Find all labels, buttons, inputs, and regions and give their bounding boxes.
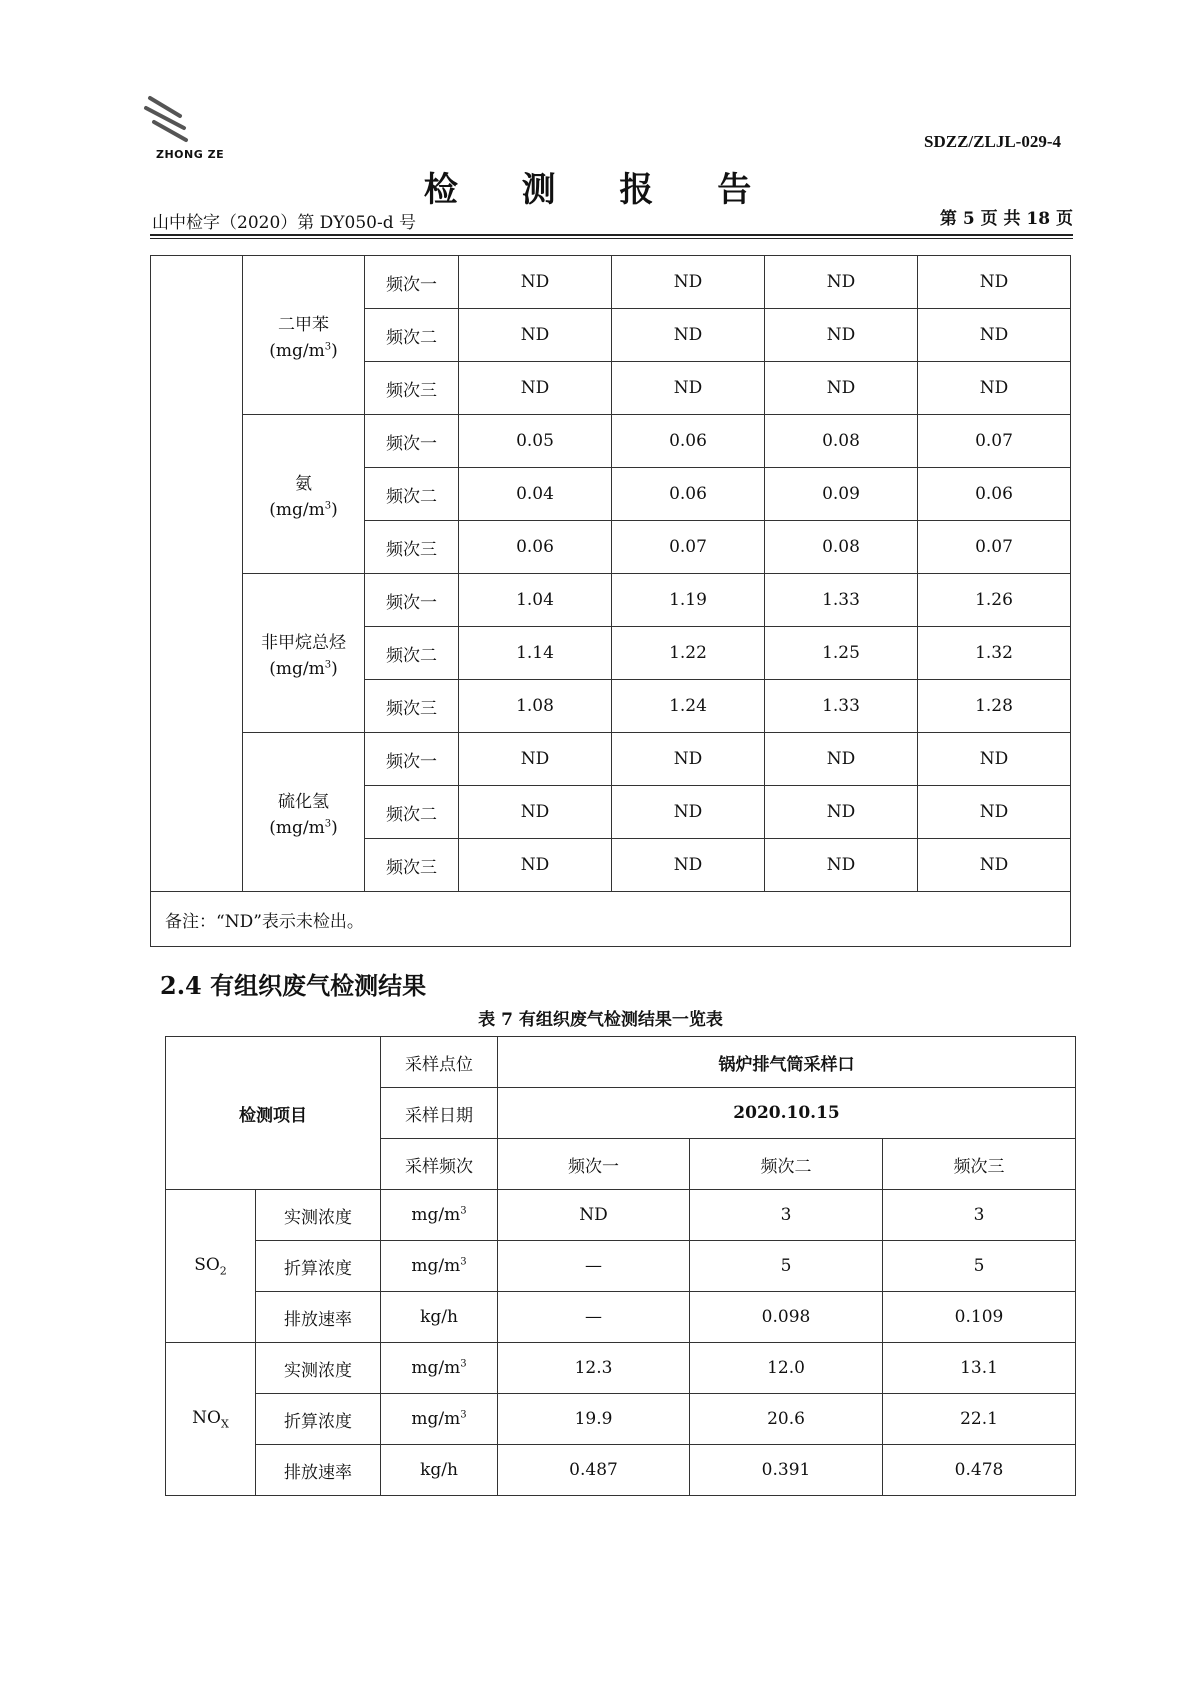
value-cell: 1.22 bbox=[612, 627, 765, 680]
pollutant-subscript: X bbox=[220, 1417, 229, 1431]
value-cell: 12.0 bbox=[690, 1343, 883, 1394]
report-number: 山中检字（2020）第 DY050-d 号 bbox=[152, 213, 416, 233]
unit-cell bbox=[381, 1394, 498, 1445]
value-cell: ND bbox=[612, 256, 765, 309]
value-cell: 5 bbox=[690, 1241, 883, 1292]
item-label: 检测项目 bbox=[166, 1037, 381, 1190]
value-cell: 0.06 bbox=[459, 521, 612, 574]
value-cell: ND bbox=[918, 733, 1071, 786]
value-cell: 1.14 bbox=[459, 627, 612, 680]
parameter-cell: 排放速率 bbox=[256, 1292, 381, 1343]
value-cell: 0.09 bbox=[765, 468, 918, 521]
table-row bbox=[151, 892, 1071, 947]
unit-cell bbox=[381, 1241, 498, 1292]
table-row bbox=[166, 1394, 1076, 1445]
unit-text: mg/m bbox=[411, 1256, 461, 1276]
value-cell: ND bbox=[459, 362, 612, 415]
value-cell: ND bbox=[612, 733, 765, 786]
freq-header: 频次二 bbox=[690, 1139, 883, 1190]
site-label: 采样点位 bbox=[381, 1037, 498, 1088]
value-cell: 0.06 bbox=[612, 415, 765, 468]
value-cell: 19.9 bbox=[498, 1394, 690, 1445]
zhongze-logo-icon bbox=[140, 92, 200, 147]
value-cell: ND bbox=[918, 309, 1071, 362]
value-cell: 12.3 bbox=[498, 1343, 690, 1394]
table-row bbox=[166, 1445, 1076, 1496]
value-cell: 22.1 bbox=[883, 1394, 1076, 1445]
frequency-cell: 频次二 bbox=[365, 627, 459, 680]
value-cell: ND bbox=[765, 733, 918, 786]
value-cell: 0.04 bbox=[459, 468, 612, 521]
value-cell: — bbox=[498, 1292, 690, 1343]
value-cell: ND bbox=[612, 362, 765, 415]
value-cell: ND bbox=[765, 362, 918, 415]
unit-close: ) bbox=[331, 340, 338, 361]
pollutant-unit bbox=[243, 341, 364, 361]
pollutant-name: SO bbox=[194, 1254, 220, 1275]
value-cell: 1.33 bbox=[765, 574, 918, 627]
document-code: SDZZ/ZLJL-029-4 bbox=[924, 132, 1061, 151]
header-rule-thin bbox=[150, 238, 1073, 239]
value-cell: 0.098 bbox=[690, 1292, 883, 1343]
value-cell: ND bbox=[918, 362, 1071, 415]
pollutant-name: 硫化氢 bbox=[278, 791, 329, 812]
value-cell: 0.109 bbox=[883, 1292, 1076, 1343]
page-info: 第 5 页 共 18 页 bbox=[939, 209, 1073, 229]
value-cell: 0.07 bbox=[918, 415, 1071, 468]
unit-text: mg/m bbox=[411, 1358, 461, 1378]
value-cell: ND bbox=[918, 786, 1071, 839]
table-row bbox=[166, 1241, 1076, 1292]
value-cell: ND bbox=[765, 256, 918, 309]
unit-text: kg/h bbox=[420, 1460, 458, 1480]
parameter-cell: 实测浓度 bbox=[256, 1190, 381, 1241]
value-cell: 0.07 bbox=[612, 521, 765, 574]
unit-close: ) bbox=[331, 658, 338, 679]
value-cell: 0.487 bbox=[498, 1445, 690, 1496]
unit-text: (mg/m bbox=[269, 499, 325, 520]
table-row bbox=[151, 256, 1071, 309]
unit-text: (mg/m bbox=[269, 340, 325, 361]
value-cell: 1.04 bbox=[459, 574, 612, 627]
value-cell: 1.32 bbox=[918, 627, 1071, 680]
value-cell: 1.19 bbox=[612, 574, 765, 627]
merged-blank-cell bbox=[151, 256, 243, 892]
value-cell: 13.1 bbox=[883, 1343, 1076, 1394]
frequency-cell: 频次三 bbox=[365, 362, 459, 415]
frequency-cell: 频次一 bbox=[365, 733, 459, 786]
value-cell: ND bbox=[459, 256, 612, 309]
value-cell: 3 bbox=[883, 1190, 1076, 1241]
frequency-cell: 频次二 bbox=[365, 309, 459, 362]
unit-superscript: 3 bbox=[460, 1358, 467, 1370]
pollutant-unit bbox=[243, 500, 364, 520]
value-cell: 0.06 bbox=[918, 468, 1071, 521]
table-row bbox=[166, 1190, 1076, 1241]
value-cell: ND bbox=[918, 256, 1071, 309]
pollutant-cell bbox=[243, 415, 365, 574]
unit-superscript: 3 bbox=[324, 499, 332, 511]
value-cell: ND bbox=[459, 733, 612, 786]
value-cell: 0.08 bbox=[765, 521, 918, 574]
value-cell: — bbox=[498, 1241, 690, 1292]
value-cell: 3 bbox=[690, 1190, 883, 1241]
table-row bbox=[151, 415, 1071, 468]
value-cell: ND bbox=[765, 309, 918, 362]
value-cell: 1.08 bbox=[459, 680, 612, 733]
frequency-cell: 频次一 bbox=[365, 574, 459, 627]
pollutant-cell bbox=[166, 1343, 256, 1496]
pollutant-cell bbox=[166, 1190, 256, 1343]
unit-superscript: 3 bbox=[460, 1256, 467, 1268]
value-cell: 0.08 bbox=[765, 415, 918, 468]
site-value: 锅炉排气筒采样口 bbox=[498, 1037, 1076, 1088]
unit-text: mg/m bbox=[411, 1205, 461, 1225]
unit-cell bbox=[381, 1445, 498, 1496]
pollutant-name: 非甲烷总烃 bbox=[261, 632, 346, 653]
value-cell: 1.25 bbox=[765, 627, 918, 680]
unit-close: ) bbox=[331, 499, 338, 520]
pollutant-cell bbox=[243, 574, 365, 733]
report-title: 检 测 报 告 bbox=[423, 170, 778, 210]
logo-text: ZHONG ZE bbox=[156, 148, 225, 161]
unit-superscript: 3 bbox=[324, 817, 332, 829]
unit-superscript: 3 bbox=[460, 1205, 467, 1217]
table-row bbox=[166, 1292, 1076, 1343]
pollutant-cell bbox=[243, 256, 365, 415]
freq-header: 频次一 bbox=[498, 1139, 690, 1190]
header-rule bbox=[150, 234, 1073, 236]
value-cell: ND bbox=[612, 309, 765, 362]
date-value: 2020.10.15 bbox=[498, 1088, 1076, 1139]
pollutant-cell bbox=[243, 733, 365, 892]
value-cell: ND bbox=[612, 839, 765, 892]
pollutant-subscript: 2 bbox=[219, 1264, 227, 1278]
pollutant-name: NO bbox=[192, 1407, 221, 1428]
parameter-cell: 排放速率 bbox=[256, 1445, 381, 1496]
table-caption: 表 7 有组织废气检测结果一览表 bbox=[478, 1010, 723, 1030]
value-cell: ND bbox=[498, 1190, 690, 1241]
unit-cell bbox=[381, 1190, 498, 1241]
value-cell: ND bbox=[612, 786, 765, 839]
pollutant-unit bbox=[243, 818, 364, 838]
frequency-cell: 频次三 bbox=[365, 521, 459, 574]
unit-text: (mg/m bbox=[269, 817, 325, 838]
value-cell: ND bbox=[459, 309, 612, 362]
unit-cell bbox=[381, 1292, 498, 1343]
frequency-cell: 频次一 bbox=[365, 256, 459, 309]
value-cell: ND bbox=[765, 839, 918, 892]
value-cell: 0.391 bbox=[690, 1445, 883, 1496]
parameter-cell: 折算浓度 bbox=[256, 1394, 381, 1445]
value-cell: ND bbox=[459, 839, 612, 892]
table-row bbox=[166, 1037, 1076, 1088]
unit-superscript: 3 bbox=[324, 340, 332, 352]
unit-text: mg/m bbox=[411, 1409, 461, 1429]
value-cell: 1.28 bbox=[918, 680, 1071, 733]
value-cell: 1.33 bbox=[765, 680, 918, 733]
value-cell: ND bbox=[765, 786, 918, 839]
organized-gas-results-table bbox=[165, 1036, 1076, 1496]
unit-text: kg/h bbox=[420, 1307, 458, 1327]
unit-superscript: 3 bbox=[460, 1409, 467, 1421]
date-label: 采样日期 bbox=[381, 1088, 498, 1139]
table-row bbox=[166, 1343, 1076, 1394]
freq-header: 频次三 bbox=[883, 1139, 1076, 1190]
table-row bbox=[151, 574, 1071, 627]
pollutant-unit bbox=[243, 659, 364, 679]
value-cell: 0.05 bbox=[459, 415, 612, 468]
value-cell: ND bbox=[918, 839, 1071, 892]
unit-superscript: 3 bbox=[324, 658, 332, 670]
frequency-cell: 频次三 bbox=[365, 839, 459, 892]
value-cell: 0.06 bbox=[612, 468, 765, 521]
unit-text: (mg/m bbox=[269, 658, 325, 679]
pollutant-name: 氨 bbox=[295, 473, 312, 494]
freq-label: 采样频次 bbox=[381, 1139, 498, 1190]
parameter-cell: 实测浓度 bbox=[256, 1343, 381, 1394]
frequency-cell: 频次二 bbox=[365, 786, 459, 839]
frequency-cell: 频次一 bbox=[365, 415, 459, 468]
table-row bbox=[151, 733, 1071, 786]
parameter-cell: 折算浓度 bbox=[256, 1241, 381, 1292]
section-heading: 2.4 有组织废气检测结果 bbox=[160, 971, 427, 1000]
value-cell: ND bbox=[459, 786, 612, 839]
company-logo bbox=[140, 92, 230, 162]
value-cell: 5 bbox=[883, 1241, 1076, 1292]
value-cell: 1.26 bbox=[918, 574, 1071, 627]
value-cell: 1.24 bbox=[612, 680, 765, 733]
value-cell: 0.07 bbox=[918, 521, 1071, 574]
frequency-cell: 频次二 bbox=[365, 468, 459, 521]
frequency-cell: 频次三 bbox=[365, 680, 459, 733]
unit-cell bbox=[381, 1343, 498, 1394]
unit-close: ) bbox=[331, 817, 338, 838]
value-cell: 20.6 bbox=[690, 1394, 883, 1445]
pollutant-name: 二甲苯 bbox=[278, 314, 329, 335]
unorganized-gas-results-table bbox=[150, 255, 1071, 947]
table-note: 备注：“ND”表示未检出。 bbox=[151, 892, 1071, 947]
value-cell: 0.478 bbox=[883, 1445, 1076, 1496]
